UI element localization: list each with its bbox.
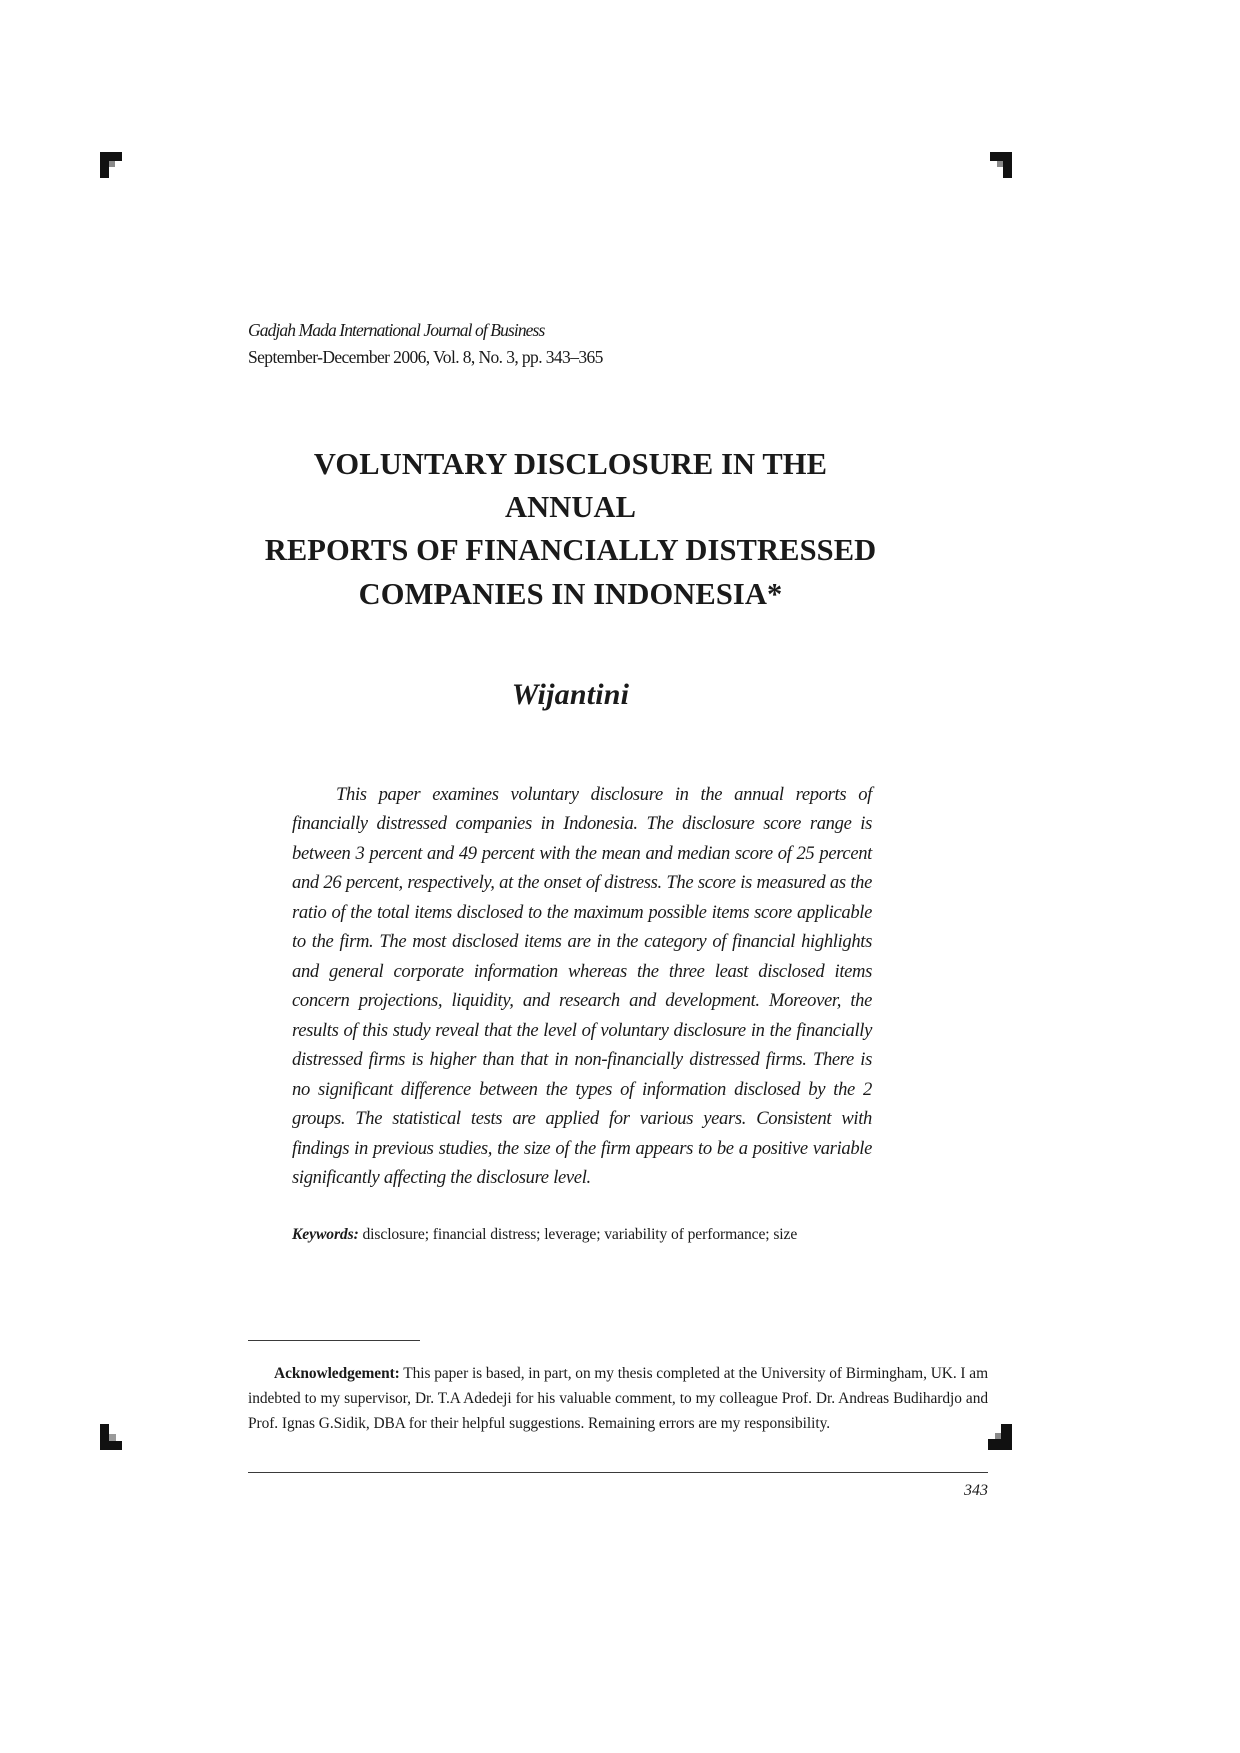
keywords-value: disclosure; financial distress; leverage; variability of performance; size — [362, 1225, 798, 1243]
acknowledgement-footnote — [248, 1362, 988, 1437]
title-line-2: REPORTS OF FINANCIALLY DISTRESSED — [264, 533, 877, 568]
crop-mark-bottom-right — [986, 1424, 1012, 1450]
crop-mark-bottom-left — [100, 1424, 126, 1450]
acknowledgement-text: This paper is based, in part, on my thesis completed at the University of Birmingham, UK. I am indebted to my supervisor, Dr. T.A Adedeji for his valuable comment, to my colleague Prof. Dr. Andreas Budihardjo and Prof. Ignas G.Sidik, DBA for their helpful suggestions. Remaining errors are my responsibility. — [248, 1365, 988, 1432]
footnote-divider — [248, 1340, 420, 1341]
keywords — [292, 1223, 872, 1246]
crop-mark-top-right — [986, 152, 1012, 178]
journal-issue-line: September-December 2006, Vol. 8, No. 3, pp. 343–365 — [248, 347, 603, 368]
author-name: Wijantini — [511, 677, 630, 711]
journal-name: Gadjah Mada International Journal of Business — [248, 320, 545, 340]
page-title — [248, 443, 893, 616]
acknowledgement-label: Acknowledgement: — [274, 1365, 400, 1382]
article-content — [248, 318, 893, 1246]
keywords-label: Keywords: — [292, 1225, 359, 1243]
title-line-3: COMPANIES IN INDONESIA* — [358, 576, 783, 611]
page-number: 343 — [964, 1482, 988, 1499]
abstract-text: This paper examines voluntary disclosure in the annual reports of financially distressed companies in Indonesia. The disclosure score range is between 3 percent and 49 percent with the mean and median score of 25 percent and 26 percent, respectively, at the onset of distress. The score is measured as the ratio of the total items disclosed to the maximum possible items score applicable to the firm. The most disclosed items are in the category of financial highlights and general corporate information whereas the three least disclosed items concern projections, liquidity, and research and development. Moreover, the results of this study reveal that the level of voluntary disclosure in the financially distressed firms is higher than that in non-financially distressed firms. There is no significant difference between the types of information disclosed by the 2 groups. The statistical tests are applied for various years. Consistent with findings in previous studies, the size of the firm appears to be a positive variable significantly affecting the disclosure level. — [292, 783, 872, 1189]
footer-divider — [248, 1472, 988, 1473]
crop-mark-top-left — [100, 152, 126, 178]
title-line-1: VOLUNTARY DISCLOSURE IN THE ANNUAL — [313, 446, 828, 525]
